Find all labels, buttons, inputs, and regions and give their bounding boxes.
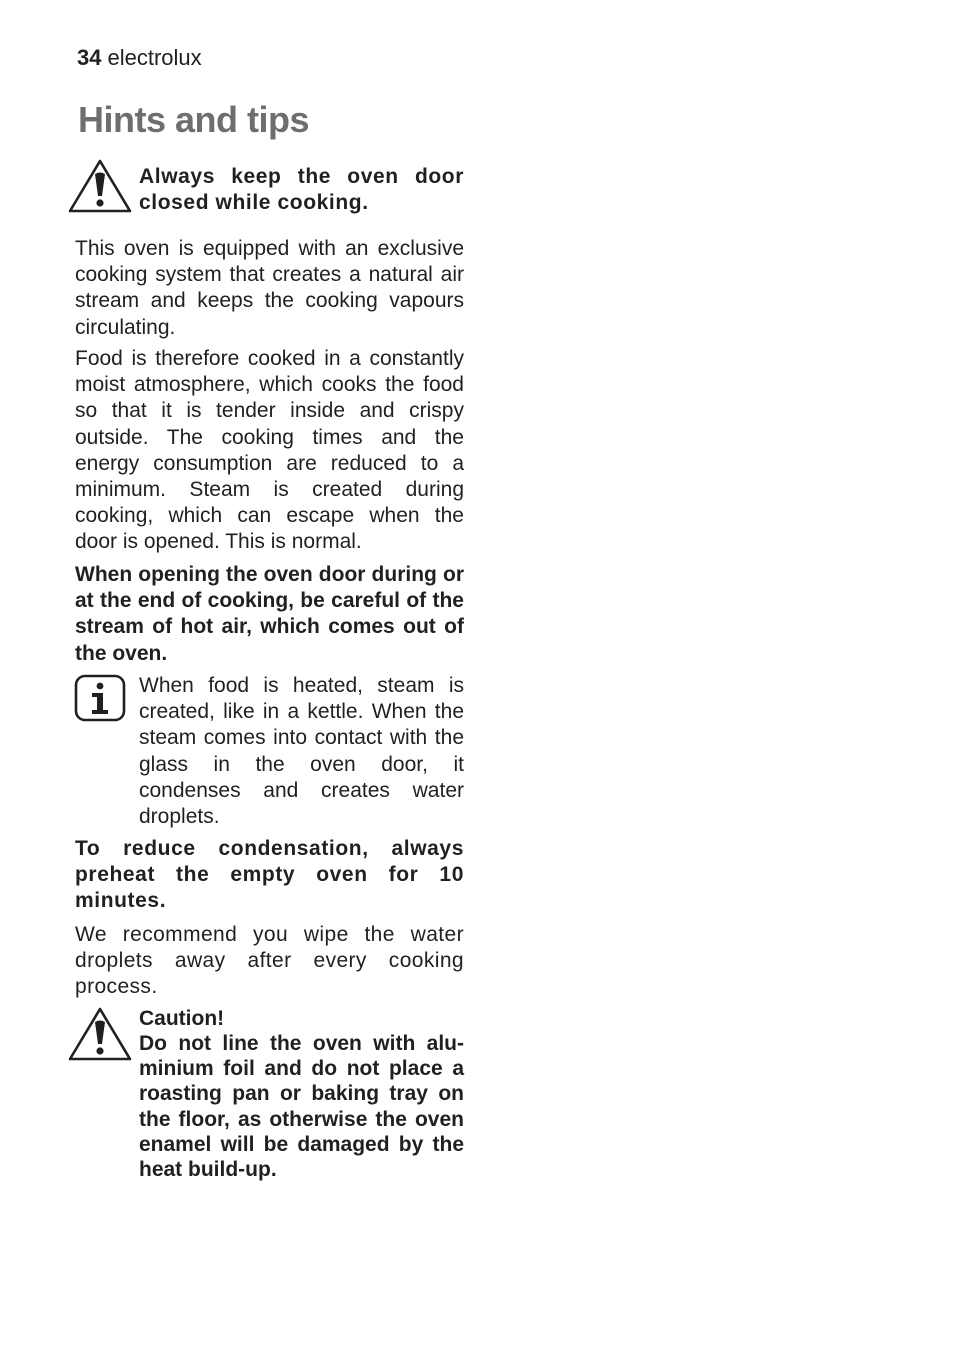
page-title: Hints and tips	[78, 99, 310, 140]
tip-reduce-condensation: To reduce condensation, always preheat the empty oven for 10 minutes.	[75, 837, 464, 913]
info-icon	[74, 674, 126, 722]
paragraph-wipe-droplets: We recommend you wipe the water droplets away after every cooking process.	[75, 923, 464, 999]
warning-text-hot-air: When opening the oven door during or at the end of cooking, be careful of the stream of hot air, which comes out of the oven.	[75, 563, 464, 665]
page-header	[77, 44, 202, 72]
paragraph-moist-atmosphere: Food is therefore cooked in a constantly moist atmosphere, which cooks the food so that it is tender inside and crispy outside. The cooking times and the energy consumption are reduced to a minimum. Steam is created during cooking, which can escape when the door is opened. This is normal.	[75, 347, 464, 554]
caution-text-aluminium-foil: Do not line the oven with alu-minium foil and do not place a roasting pan or baking tray on the floor, as otherwise the oven enamel will be damaged by the heat build-up.	[139, 1032, 464, 1182]
info-text-steam: When food is heated, steam is created, like in a kettle. When the steam comes into contact with the glass in the oven door, it condenses and creates water droplets.	[139, 674, 464, 829]
paragraph-cooking-system: This oven is equipped with an exclusive cooking system that creates a natural air stream and keeps the cooking vapours circulating.	[75, 237, 464, 339]
warning-triangle-icon	[68, 158, 132, 214]
brand-name: electrolux	[107, 45, 202, 70]
warning-text-door-closed: Always keep the oven door closed while cooking.	[139, 165, 464, 215]
warning-triangle-icon	[68, 1006, 132, 1062]
page-number: 34	[77, 45, 102, 70]
caution-title: Caution!	[139, 1007, 225, 1030]
